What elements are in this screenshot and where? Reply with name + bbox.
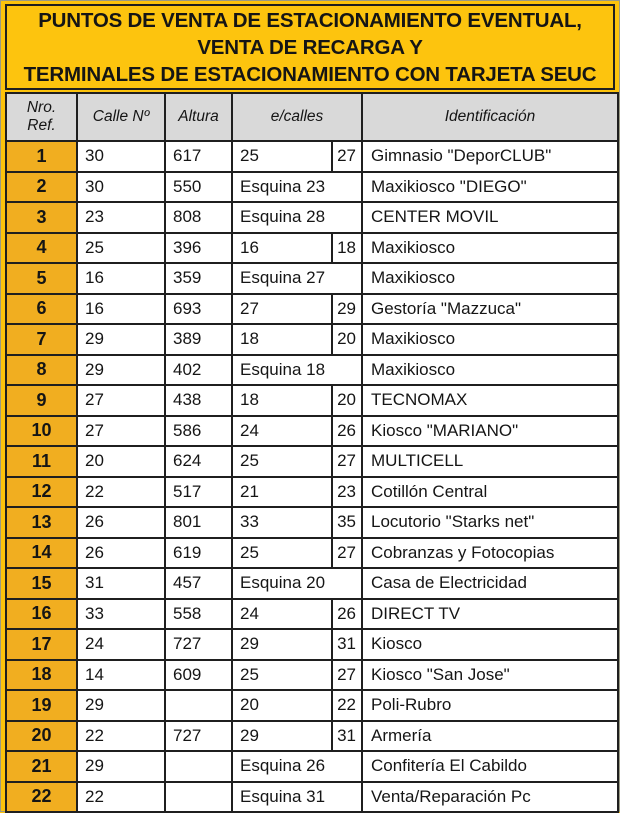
cell-altura: 550: [165, 172, 232, 203]
table-row: [6, 172, 618, 203]
table-row: [6, 385, 618, 416]
cell-nro-ref: 5: [6, 263, 77, 294]
table-row: [6, 263, 618, 294]
cell-entre-calles-a: 27: [232, 294, 332, 325]
title-banner: [5, 4, 615, 90]
cell-entre-calles-b: 27: [332, 141, 362, 172]
cell-identificacion: Locutorio "Starks net": [362, 507, 618, 538]
cell-entre-calles-a: 18: [232, 324, 332, 355]
cell-entre-calles-a: 18: [232, 385, 332, 416]
cell-nro-ref: 6: [6, 294, 77, 325]
cell-identificacion: Maxikiosco: [362, 355, 618, 386]
cell-altura: 586: [165, 416, 232, 447]
cell-identificacion: Gestoría "Mazzuca": [362, 294, 618, 325]
table-row: [6, 660, 618, 691]
cell-altura: 609: [165, 660, 232, 691]
header-nro-ref-line1: Nro.: [26, 99, 57, 116]
cell-calle: 29: [77, 751, 165, 782]
cell-identificacion: Confitería El Cabildo: [362, 751, 618, 782]
cell-entre-calles-a: 24: [232, 599, 332, 630]
cell-calle: 20: [77, 446, 165, 477]
cell-altura: [165, 751, 232, 782]
table-row: [6, 629, 618, 660]
cell-nro-ref: 15: [6, 568, 77, 599]
cell-identificacion: Kiosco "MARIANO": [362, 416, 618, 447]
cell-entre-calles-a: 29: [232, 721, 332, 752]
cell-entre-calles-a: 33: [232, 507, 332, 538]
cell-altura: [165, 782, 232, 813]
cell-nro-ref: 21: [6, 751, 77, 782]
cell-calle: 30: [77, 141, 165, 172]
cell-entre-calles-b: 26: [332, 416, 362, 447]
cell-nro-ref: 22: [6, 782, 77, 813]
cell-entre-calles: Esquina 18: [232, 355, 362, 386]
cell-identificacion: Maxikiosco "DIEGO": [362, 172, 618, 203]
table-row: [6, 782, 618, 813]
cell-identificacion: Maxikiosco: [362, 233, 618, 264]
cell-altura: 693: [165, 294, 232, 325]
cell-entre-calles-b: 27: [332, 660, 362, 691]
cell-identificacion: Poli-Rubro: [362, 690, 618, 721]
cell-calle: 16: [77, 263, 165, 294]
cell-entre-calles: Esquina 23: [232, 172, 362, 203]
cell-entre-calles-a: 29: [232, 629, 332, 660]
cell-entre-calles-a: 20: [232, 690, 332, 721]
cell-entre-calles: Esquina 31: [232, 782, 362, 813]
cell-altura: 396: [165, 233, 232, 264]
cell-entre-calles-b: 27: [332, 538, 362, 569]
table-row: [6, 751, 618, 782]
cell-entre-calles-b: 22: [332, 690, 362, 721]
cell-nro-ref: 1: [6, 141, 77, 172]
cell-entre-calles-b: 31: [332, 721, 362, 752]
table-body: [6, 141, 618, 812]
cell-entre-calles: Esquina 26: [232, 751, 362, 782]
cell-calle: 30: [77, 172, 165, 203]
cell-altura: 617: [165, 141, 232, 172]
cell-entre-calles-a: 25: [232, 446, 332, 477]
cell-nro-ref: 7: [6, 324, 77, 355]
table-row: [6, 538, 618, 569]
cell-entre-calles-b: 29: [332, 294, 362, 325]
cell-calle: 22: [77, 721, 165, 752]
cell-entre-calles-b: 18: [332, 233, 362, 264]
cell-entre-calles-b: 20: [332, 324, 362, 355]
cell-identificacion: Kiosco "San Jose": [362, 660, 618, 691]
cell-calle: 22: [77, 782, 165, 813]
cell-calle: 26: [77, 507, 165, 538]
table-row: [6, 233, 618, 264]
cell-nro-ref: 13: [6, 507, 77, 538]
cell-calle: 29: [77, 324, 165, 355]
cell-nro-ref: 4: [6, 233, 77, 264]
table-row: [6, 690, 618, 721]
cell-entre-calles-a: 25: [232, 660, 332, 691]
table-row: [6, 599, 618, 630]
table-header: [6, 93, 618, 141]
table-row: [6, 416, 618, 447]
cell-nro-ref: 20: [6, 721, 77, 752]
cell-entre-calles-a: 16: [232, 233, 332, 264]
cell-calle: 14: [77, 660, 165, 691]
cell-altura: 801: [165, 507, 232, 538]
cell-altura: 624: [165, 446, 232, 477]
cell-entre-calles-b: 35: [332, 507, 362, 538]
cell-entre-calles-a: 21: [232, 477, 332, 508]
cell-nro-ref: 18: [6, 660, 77, 691]
table-row: [6, 324, 618, 355]
cell-identificacion: Gimnasio "DeporCLUB": [362, 141, 618, 172]
cell-nro-ref: 9: [6, 385, 77, 416]
cell-calle: 29: [77, 690, 165, 721]
cell-identificacion: DIRECT TV: [362, 599, 618, 630]
cell-entre-calles-b: 20: [332, 385, 362, 416]
cell-calle: 16: [77, 294, 165, 325]
cell-calle: 26: [77, 538, 165, 569]
cell-altura: 727: [165, 721, 232, 752]
cell-entre-calles-b: 31: [332, 629, 362, 660]
cell-identificacion: Maxikiosco: [362, 324, 618, 355]
cell-calle: 22: [77, 477, 165, 508]
cell-nro-ref: 19: [6, 690, 77, 721]
cell-identificacion: Cobranzas y Fotocopias: [362, 538, 618, 569]
cell-identificacion: Maxikiosco: [362, 263, 618, 294]
cell-identificacion: Casa de Electricidad: [362, 568, 618, 599]
cell-calle: 29: [77, 355, 165, 386]
cell-altura: [165, 690, 232, 721]
cell-entre-calles: Esquina 27: [232, 263, 362, 294]
sales-points-table: [5, 92, 619, 813]
header-identificacion: Identificación: [362, 93, 618, 141]
cell-nro-ref: 12: [6, 477, 77, 508]
cell-calle: 27: [77, 416, 165, 447]
header-entre-calles: e/calles: [232, 93, 362, 141]
header-nro-ref: [6, 93, 77, 141]
header-row: [6, 93, 618, 141]
cell-altura: 438: [165, 385, 232, 416]
cell-identificacion: TECNOMAX: [362, 385, 618, 416]
title-line-3: TERMINALES DE ESTACIONAMIENTO CON TARJETA SEUC: [23, 62, 597, 86]
table-row: [6, 568, 618, 599]
cell-entre-calles: Esquina 28: [232, 202, 362, 233]
cell-nro-ref: 8: [6, 355, 77, 386]
cell-identificacion: Armería: [362, 721, 618, 752]
cell-altura: 389: [165, 324, 232, 355]
cell-nro-ref: 11: [6, 446, 77, 477]
table-row: [6, 141, 618, 172]
cell-identificacion: CENTER MOVIL: [362, 202, 618, 233]
cell-calle: 27: [77, 385, 165, 416]
cell-nro-ref: 10: [6, 416, 77, 447]
cell-calle: 33: [77, 599, 165, 630]
cell-calle: 31: [77, 568, 165, 599]
cell-identificacion: Cotillón Central: [362, 477, 618, 508]
cell-entre-calles-b: 26: [332, 599, 362, 630]
header-altura: Altura: [165, 93, 232, 141]
header-nro-ref-line2: Ref.: [27, 117, 56, 134]
table-row: [6, 507, 618, 538]
cell-entre-calles-a: 24: [232, 416, 332, 447]
cell-nro-ref: 17: [6, 629, 77, 660]
table-row: [6, 202, 618, 233]
cell-entre-calles-a: 25: [232, 538, 332, 569]
table-row: [6, 294, 618, 325]
cell-altura: 619: [165, 538, 232, 569]
cell-altura: 558: [165, 599, 232, 630]
header-calle: Calle Nº: [77, 93, 165, 141]
cell-entre-calles: Esquina 20: [232, 568, 362, 599]
table-row: [6, 446, 618, 477]
title-line-2: VENTA DE RECARGA Y: [197, 35, 423, 59]
cell-calle: 24: [77, 629, 165, 660]
cell-nro-ref: 3: [6, 202, 77, 233]
cell-altura: 359: [165, 263, 232, 294]
cell-identificacion: Kiosco: [362, 629, 618, 660]
cell-entre-calles-a: 25: [232, 141, 332, 172]
table-row: [6, 477, 618, 508]
cell-identificacion: Venta/Reparación Pc: [362, 782, 618, 813]
table-row: [6, 355, 618, 386]
cell-entre-calles-b: 23: [332, 477, 362, 508]
cell-altura: 517: [165, 477, 232, 508]
cell-altura: 727: [165, 629, 232, 660]
cell-nro-ref: 2: [6, 172, 77, 203]
cell-nro-ref: 14: [6, 538, 77, 569]
cell-altura: 402: [165, 355, 232, 386]
cell-entre-calles-b: 27: [332, 446, 362, 477]
title-line-1: PUNTOS DE VENTA DE ESTACIONAMIENTO EVENTUAL,: [38, 8, 582, 32]
cell-identificacion: MULTICELL: [362, 446, 618, 477]
table-row: [6, 721, 618, 752]
cell-calle: 25: [77, 233, 165, 264]
cell-calle: 23: [77, 202, 165, 233]
cell-altura: 808: [165, 202, 232, 233]
cell-altura: 457: [165, 568, 232, 599]
cell-nro-ref: 16: [6, 599, 77, 630]
